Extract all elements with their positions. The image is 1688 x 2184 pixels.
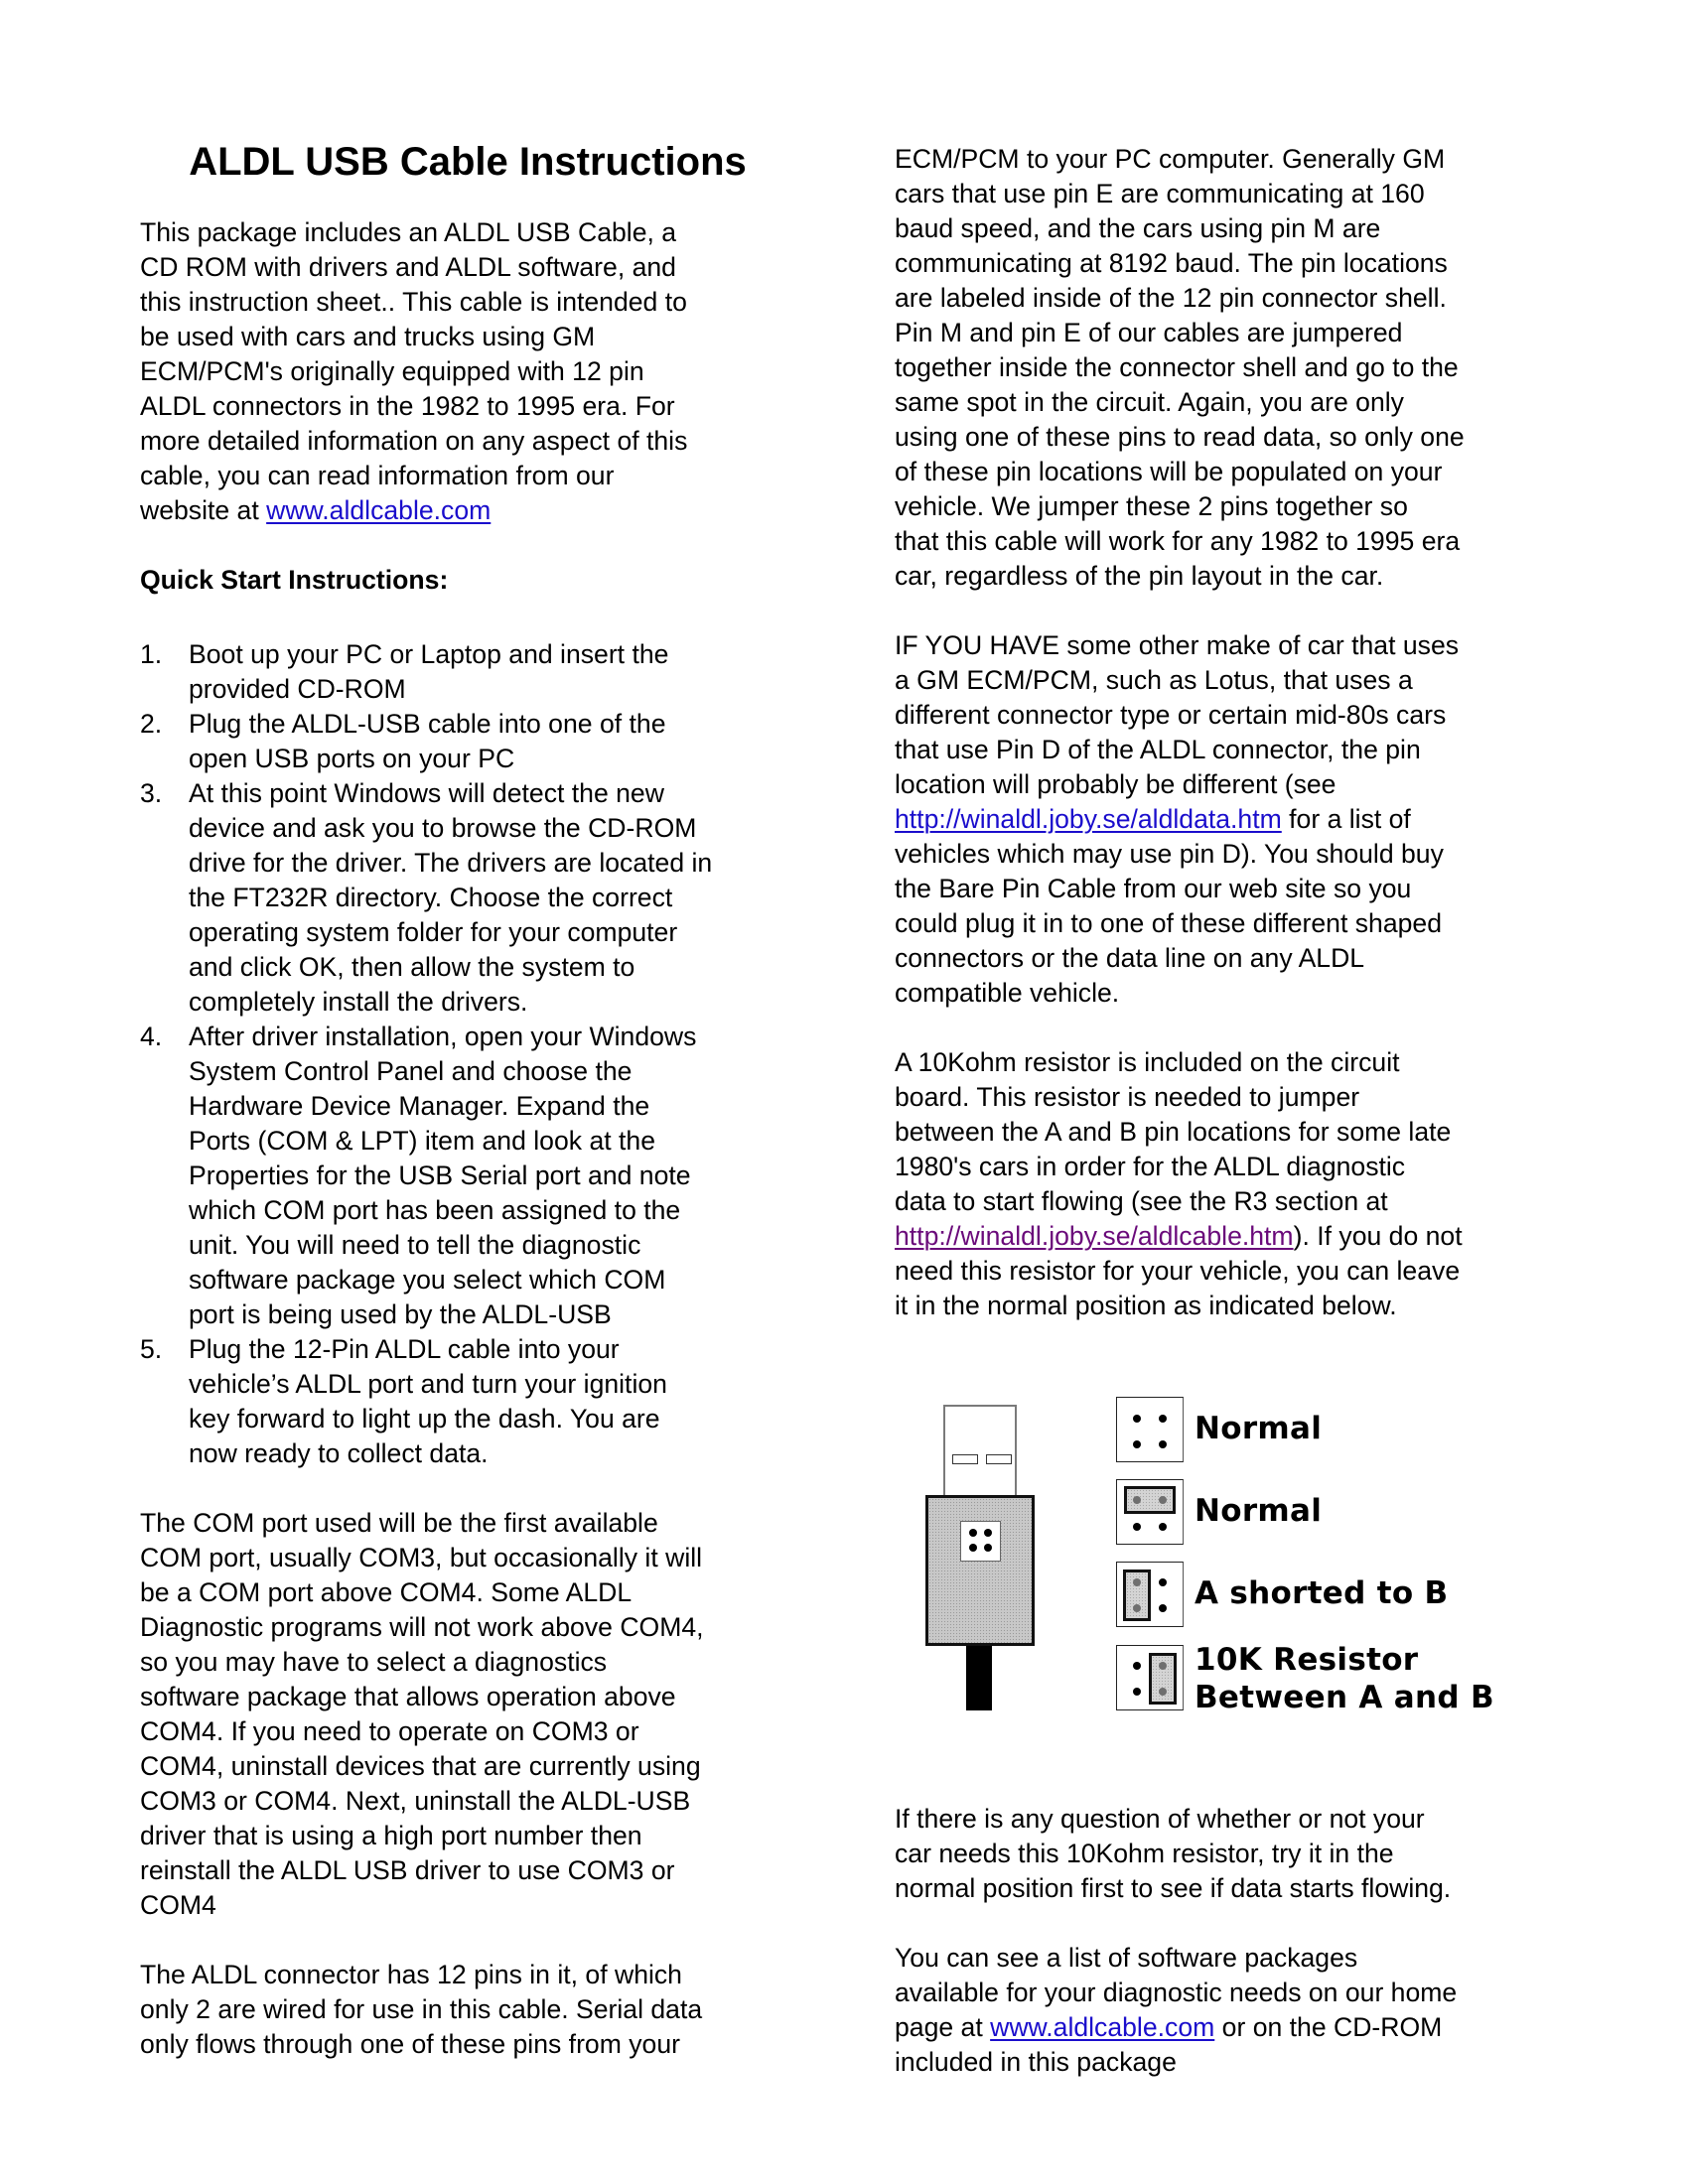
text-line: compatible vehicle. <box>895 978 1120 1008</box>
text-line: so you may have to select a diagnostics <box>140 1647 608 1677</box>
jumper-label <box>1195 1641 1494 1716</box>
text-line: After driver installation, open your Windows <box>189 1022 697 1051</box>
text-line: Boot up your PC or Laptop and insert the <box>189 639 669 669</box>
quick-start-heading <box>140 563 448 598</box>
text-line: baud speed, and the cars using pin M are <box>895 213 1381 243</box>
text-line: Properties for the USB Serial port and note <box>189 1160 691 1190</box>
step-number: 4. <box>140 1022 163 1051</box>
usb-plug-body-icon <box>925 1495 1035 1646</box>
text-line: need this resistor for your vehicle, you can leave <box>895 1256 1461 1286</box>
text-line: drive for the driver. The drivers are located in <box>189 848 713 878</box>
aldlcable-htm-link[interactable]: http://winaldl.joby.se/aldlcable.htm <box>895 1221 1294 1251</box>
jumper-label: A shorted to B <box>1195 1575 1449 1611</box>
text-line: Hardware Device Manager. Expand the <box>189 1091 650 1121</box>
text-line: be a COM port above COM4. Some ALDL <box>140 1577 633 1607</box>
text-line: together inside the connector shell and go to the <box>895 352 1459 382</box>
com-port-paragraph <box>140 1506 704 1923</box>
text-line: data to start flowing (see the R3 section at <box>895 1186 1388 1216</box>
text-line: of these pin locations will be populated on your <box>895 457 1443 486</box>
jumper-normal-parked-icon <box>1116 1479 1184 1545</box>
link-suffix: ). If you do not <box>1293 1221 1463 1251</box>
jumper-label: Normal <box>1195 1411 1323 1446</box>
text-line: You can see a list of software packages <box>895 1943 1358 1973</box>
jumper-a-shorted-b-icon <box>1116 1562 1184 1627</box>
other-make-paragraph <box>895 628 1459 1011</box>
step-number: 1. <box>140 639 163 669</box>
jumper-label: Normal <box>1195 1493 1323 1529</box>
text-line: COM4, uninstall devices that are currently using <box>140 1751 701 1781</box>
link-suffix: or on the CD-ROM <box>1214 2012 1443 2042</box>
text-line: The COM port used will be the first available <box>140 1508 658 1538</box>
text-line: System Control Panel and choose the <box>189 1056 633 1086</box>
text-line: COM3 or COM4. Next, uninstall the ALDL-USB <box>140 1786 691 1816</box>
text-line: available for your diagnostic needs on our home <box>895 1978 1458 2007</box>
step-item <box>140 776 712 1020</box>
text-line: unit. You will need to tell the diagnostic <box>189 1230 641 1260</box>
text-line: port is being used by the ALDL-USB <box>189 1299 612 1329</box>
intro-paragraph <box>140 215 687 528</box>
step-item <box>140 637 712 707</box>
text-line: This package includes an ALDL USB Cable, a <box>140 217 677 247</box>
usb-plug-tip-icon <box>943 1405 1017 1495</box>
pin-dot <box>1133 1604 1141 1612</box>
text-line: that use Pin D of the ALDL connector, the pin <box>895 735 1421 764</box>
text-line: ALDL connectors in the 1982 to 1995 era. For <box>140 391 675 421</box>
pin-dot <box>984 1529 992 1537</box>
resistor-paragraph <box>895 1045 1463 1323</box>
text-line: Plug the ALDL-USB cable into one of the <box>189 709 666 739</box>
text-line: cable, you can read information from our <box>140 461 615 490</box>
step-number: 3. <box>140 778 163 808</box>
cable-icon <box>966 1646 992 1710</box>
pin-dot <box>1159 1604 1167 1612</box>
link-prefix: page at <box>895 2012 991 2042</box>
quick-start-steps <box>140 637 712 1471</box>
pin-dot <box>984 1544 992 1552</box>
text-line <box>140 493 687 528</box>
pin-dot <box>1133 1523 1141 1531</box>
step-item <box>140 1020 712 1332</box>
text-line: COM4. If you need to operate on COM3 or <box>140 1716 639 1746</box>
pin-dot <box>1133 1496 1141 1504</box>
step-number: 2. <box>140 709 163 739</box>
text-line: this instruction sheet.. This cable is intended to <box>140 287 687 317</box>
text-line: ECM/PCM to your PC computer. Generally GM <box>895 144 1446 174</box>
text-line: using one of these pins to read data, so only one <box>895 422 1465 452</box>
text-line: A 10Kohm resistor is included on the circuit <box>895 1047 1400 1077</box>
jumper-10k-resistor-icon <box>1116 1645 1184 1710</box>
text-line: are labeled inside of the 12 pin connector shell. <box>895 283 1447 313</box>
pin-dot <box>1159 1662 1167 1670</box>
website-label: website at <box>140 495 267 525</box>
pin-dot <box>1133 1662 1141 1670</box>
text-line: driver that is using a high port number then <box>140 1821 642 1850</box>
text-line: only flows through one of these pins from your <box>140 2029 680 2059</box>
jumper-cap <box>1124 1486 1176 1514</box>
text-line <box>895 802 1459 837</box>
text-line: If there is any question of whether or not your <box>895 1804 1425 1834</box>
text-line: Pin M and pin E of our cables are jumpered <box>895 318 1403 347</box>
text-line: car needs this 10Kohm resistor, try it in the <box>895 1839 1394 1868</box>
connector-paragraph <box>140 1958 702 2062</box>
pin-dot <box>1159 1496 1167 1504</box>
text-line: it in the normal position as indicated below. <box>895 1291 1397 1320</box>
pin-dot <box>1159 1523 1167 1531</box>
text-line: normal position first to see if data starts flowing. <box>895 1873 1452 1903</box>
jumper-window <box>960 1521 1001 1562</box>
pin-dot <box>1159 1440 1167 1448</box>
aldlcable-home-link[interactable]: www.aldlcable.com <box>990 2012 1215 2042</box>
jumper-cap <box>1149 1653 1177 1705</box>
software-paragraph <box>895 1941 1457 2080</box>
jumper-cap <box>1123 1570 1151 1621</box>
text-line: IF YOU HAVE some other make of car that uses <box>895 630 1460 660</box>
text-line: included in this package <box>895 2047 1177 2077</box>
text-line: which COM port has been assigned to the <box>189 1195 681 1225</box>
text-line: Diagnostic programs will not work above COM4, <box>140 1612 704 1642</box>
text-line: the FT232R directory. Choose the correct <box>189 883 673 912</box>
pins-paragraph <box>895 142 1465 594</box>
aldlcable-website-link[interactable]: www.aldlcable.com <box>266 495 492 525</box>
text-line: a GM ECM/PCM, such as Lotus, that uses a <box>895 665 1413 695</box>
text-line: vehicles which may use pin D). You should buy <box>895 839 1444 869</box>
text-line: only 2 are wired for use in this cable. Serial data <box>140 1994 703 2024</box>
text-line: between the A and B pin locations for some late <box>895 1117 1452 1147</box>
pin-dot <box>1133 1440 1141 1448</box>
text-line: software package you select which COM <box>189 1265 666 1295</box>
text-line: COM4 <box>140 1890 216 1920</box>
text-line: cars that use pin E are communicating at 160 <box>895 179 1425 208</box>
text-line: device and ask you to browse the CD-ROM <box>189 813 697 843</box>
text-line <box>895 2010 1457 2045</box>
text-line: At this point Windows will detect the new <box>189 778 664 808</box>
link-suffix: for a list of <box>1281 804 1411 834</box>
question-paragraph <box>895 1802 1451 1906</box>
usb-slot <box>952 1454 978 1464</box>
page-title: ALDL USB Cable Instructions <box>189 140 747 184</box>
jumper-label-line: Between A and B <box>1195 1680 1494 1715</box>
text-line: vehicle. We jumper these 2 pins together so <box>895 491 1408 521</box>
step-number: 5. <box>140 1334 163 1364</box>
pin-dot <box>969 1529 977 1537</box>
text-line: car, regardless of the pin layout in the car. <box>895 561 1384 591</box>
jumper-label-line: 10K Resistor <box>1195 1642 1419 1678</box>
text-line: the Bare Pin Cable from our web site so you <box>895 874 1412 903</box>
jumper-normal-open-icon <box>1116 1397 1184 1462</box>
pin-dot <box>1133 1415 1141 1423</box>
text-line: key forward to light up the dash. You are <box>189 1404 660 1433</box>
text-line: provided CD-ROM <box>189 674 406 704</box>
text-line <box>895 1219 1463 1254</box>
pin-dot <box>1159 1415 1167 1423</box>
text-line: same spot in the circuit. Again, you are only <box>895 387 1404 417</box>
text-line: operating system folder for your computer <box>189 917 678 947</box>
text-line: ECM/PCM's originally equipped with 12 pin <box>140 356 644 386</box>
step-item <box>140 707 712 776</box>
text-line: could plug it in to one of these different shaped <box>895 908 1442 938</box>
text-line: communicating at 8192 baud. The pin locations <box>895 248 1448 278</box>
text-line: now ready to collect data. <box>189 1438 489 1468</box>
pin-dot <box>1159 1688 1167 1696</box>
text-line: Ports (COM & LPT) item and look at the <box>189 1126 655 1156</box>
pin-dot <box>1133 1688 1141 1696</box>
aldldata-link[interactable]: http://winaldl.joby.se/aldldata.htm <box>895 804 1282 834</box>
text-line: COM port, usually COM3, but occasionally it will <box>140 1543 703 1572</box>
text-line: that this cable will work for any 1982 to 1995 era <box>895 526 1461 556</box>
text-line: more detailed information on any aspect of this <box>140 426 688 456</box>
text-line: software package that allows operation above <box>140 1682 676 1711</box>
text-line: open USB ports on your PC <box>189 744 515 773</box>
text-line: connectors or the data line on any ALDL <box>895 943 1365 973</box>
heading-text: Quick Start Instructions: <box>140 565 449 595</box>
text-line: location will probably be different (see <box>895 769 1336 799</box>
text-line: different connector type or certain mid-80s cars <box>895 700 1447 730</box>
pin-dot <box>1159 1578 1167 1586</box>
pin-dot <box>1133 1578 1141 1586</box>
text-line: Plug the 12-Pin ALDL cable into your <box>189 1334 620 1364</box>
text-line: CD ROM with drivers and ALDL software, and <box>140 252 676 282</box>
usb-slot <box>986 1454 1012 1464</box>
text-line: 1980's cars in order for the ALDL diagnostic <box>895 1152 1406 1181</box>
text-line: board. This resistor is needed to jumper <box>895 1082 1360 1112</box>
text-line: completely install the drivers. <box>189 987 528 1017</box>
text-line: be used with cars and trucks using GM <box>140 322 596 351</box>
pin-dot <box>969 1544 977 1552</box>
step-item <box>140 1332 712 1471</box>
text-line: vehicle’s ALDL port and turn your ignition <box>189 1369 667 1399</box>
text-line: reinstall the ALDL USB driver to use COM3 or <box>140 1855 675 1885</box>
text-line: The ALDL connector has 12 pins in it, of which <box>140 1960 682 1989</box>
text-line: and click OK, then allow the system to <box>189 952 635 982</box>
